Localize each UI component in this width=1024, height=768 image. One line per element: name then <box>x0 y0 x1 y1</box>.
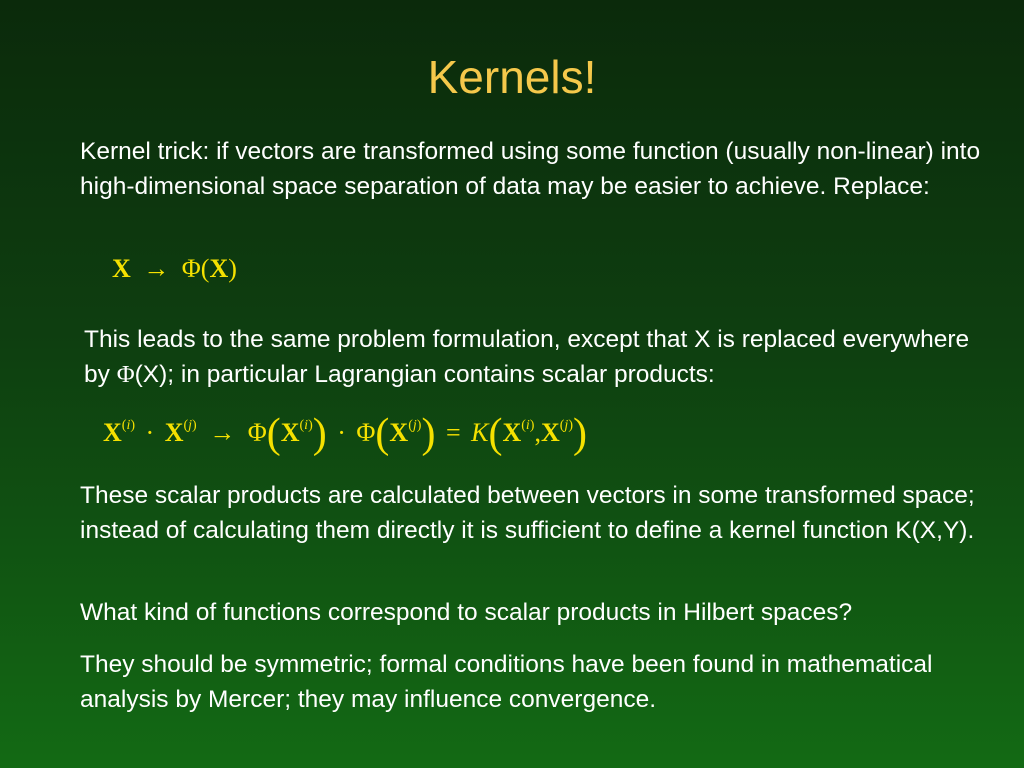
formula-dot: · <box>145 418 155 447</box>
formula-phi: Φ <box>181 254 201 283</box>
scalar-product-formula: $X^{(i)} \cdot X^{(j)} \to \Phi(X^{(i)}) \cdot \Phi(X^{(j)}) = K(X^{(i)},X^{(j)})$ <box>103 411 587 457</box>
intro-paragraph: Kernel trick: if vectors are transformed using some function (usually non-linear) into high-dimensional space separation of data may be easier to achieve. Replace: <box>80 138 981 200</box>
hilbert-question: What kind of functions correspond to scalar products in Hilbert spaces? <box>80 599 853 626</box>
formula-arrow: → <box>143 254 170 283</box>
formula-rparen: ) <box>228 254 237 283</box>
formulation-text-before: This leads to the same problem formulation, except that X is replaced everywhere by <box>84 326 970 388</box>
superscript-j: (j) <box>183 418 197 433</box>
mercer-paragraph: They should be symmetric; formal conditions have been found in mathematical analysis by Mercer; they may influence convergence. <box>80 651 933 713</box>
formula-xj: X <box>164 418 184 447</box>
formula-phi-2: Φ <box>356 418 376 447</box>
formula-equals: = <box>445 418 461 447</box>
formula-x: X <box>112 254 131 283</box>
superscript-i: (i) <box>121 418 136 433</box>
slide-title: Kernels! <box>427 51 597 103</box>
scalar-products-paragraph: These scalar products are calculated between vectors in some transformed space; instead of calculating them directly it is sufficient to define a kernel function K(X,Y). <box>80 482 975 544</box>
formula-k: K <box>471 418 489 447</box>
replacement-formula <box>112 254 237 284</box>
formulation-text-after: (X); in particular Lagrangian contains scalar products: <box>134 361 715 388</box>
formula-lparen: ( <box>200 254 210 283</box>
formulation-paragraph <box>84 322 989 392</box>
formula-phi-1: Φ <box>247 418 267 447</box>
formula-arrow: → <box>209 418 236 447</box>
formula-x-arg: X <box>209 254 229 283</box>
formula-xi: X <box>103 418 122 447</box>
phi-symbol: Φ <box>116 361 135 388</box>
